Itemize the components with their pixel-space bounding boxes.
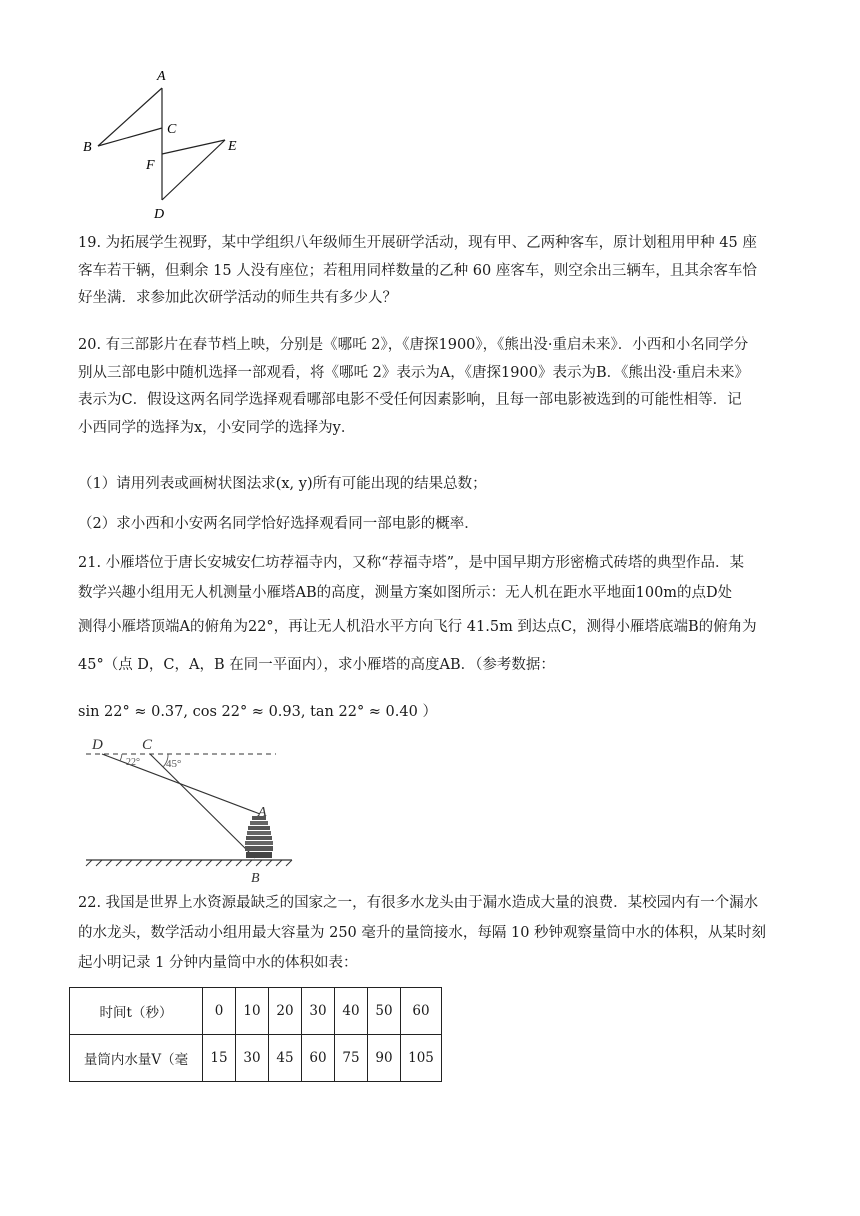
table-cell: 10	[236, 988, 269, 1035]
q21-line-2: 数学兴趣小组用无人机测量小雁塔AB的高度，测量方案如图所示：无人机在距水平地面100m的点D处	[78, 585, 733, 601]
table-cell: 75	[335, 1035, 368, 1082]
table-cell: 30	[236, 1035, 269, 1082]
label-B: B	[83, 140, 92, 155]
label-C: C	[142, 737, 153, 753]
table-cell: 60	[401, 988, 442, 1035]
table-cell: 105	[401, 1035, 442, 1082]
q21-reference-data: sin 22° ≈ 0.37, cos 22° ≈ 0.93, tan 22° ≈ 0.40 ）	[78, 704, 437, 720]
q22-line-3: 起小明记录 1 分钟内量筒中水的体积如表：	[78, 955, 358, 971]
q19-line-2: 客车若干辆，但剩余 15 人没有座位；若租用同样数量的乙种 60 座客车，则空余出三辆车，且其余客车恰	[78, 262, 757, 279]
q20-line-1: 20. 有三部影片在春节档上映，分别是《哪吒 2》，《唐探1900》，《熊出没·重启未来》．小西和小名同学分	[78, 337, 749, 353]
question-20	[78, 332, 784, 442]
question-22	[78, 888, 784, 978]
angle-22-label: 22°	[126, 757, 140, 768]
angle-45-label: 45°	[166, 758, 182, 770]
table-cell: 45	[269, 1035, 302, 1082]
q19-line-1: 19. 为拓展学生视野，某中学组织八年级师生开展研学活动，现有甲、乙两种客车，原计划租用甲种 45 座	[78, 235, 757, 251]
q20-line-2: 别从三部电影中随机选择一部观看，将《哪吒 2》表示为A，《唐探1900》表示为B．《熊出没·重启未来》	[78, 364, 749, 381]
label-B: B	[251, 871, 260, 886]
table-cell: 40	[335, 988, 368, 1035]
table-row-time	[70, 988, 442, 1035]
q22-line-1: 22. 我国是世界上水资源最缺乏的国家之一，有很多水龙头由于漏水造成大量的浪费．某校园内有一个漏水	[78, 895, 759, 911]
label-A: A	[157, 69, 166, 84]
question-21	[78, 548, 784, 680]
table-cell: 15	[203, 1035, 236, 1082]
label-F: F	[146, 158, 155, 173]
label-C: C	[167, 122, 177, 137]
table-cell: 20	[269, 988, 302, 1035]
q22-line-2: 的水龙头，数学活动小组用最大容量为 250 毫升的量筒接水，每隔 10 秒钟观察量筒中水的体积，从某时刻	[78, 925, 767, 941]
label-D: D	[154, 207, 165, 222]
question-19	[78, 230, 784, 313]
table-cell: 60	[302, 1035, 335, 1082]
label-E: E	[228, 139, 237, 154]
q21-line-1: 21. 小雁塔位于唐长安城安仁坊荐福寺内，又称“荐福寺塔”，是中国早期方形密檐式砖塔的典型作品．某	[78, 555, 744, 571]
table-header-time: 时间t（秒）	[70, 988, 203, 1035]
table-cell: 90	[368, 1035, 401, 1082]
table-row-volume	[70, 1035, 442, 1082]
q20-part-1: （1）请用列表或画树状图法求(x, y)所有可能出现的结果总数；	[78, 476, 487, 492]
q21-line-3: 测得小雁塔顶端A的俯角为22°，再让无人机沿水平方向飞行 41.5m 到达点C，测得小雁塔底端B的俯角为	[78, 619, 757, 635]
q20-line-4: 小西同学的选择为x，小安同学的选择为y．	[78, 419, 356, 436]
q20-part-2: （2）求小西和小安两名同学恰好选择观看同一部电影的概率．	[78, 516, 479, 532]
q19-line-3: 好坐满．求参加此次研学活动的师生共有多少人？	[78, 290, 397, 306]
table-cell: 0	[203, 988, 236, 1035]
table-header-volume: 量筒内水量V（毫	[70, 1035, 203, 1082]
q20-line-3: 表示为C．假设这两名同学选择观看哪部电影不受任何因素影响，且每一部电影被选到的可能性相等．记	[78, 392, 742, 408]
geometry-figure-q21	[80, 730, 300, 890]
label-D: D	[92, 737, 103, 753]
q21-line-4: 45°（点 D，C，A，B 在同一平面内），求小雁塔的高度AB．（参考数据：	[78, 657, 555, 673]
label-A: A	[258, 805, 267, 820]
table-cell: 30	[302, 988, 335, 1035]
volume-table	[69, 987, 442, 1082]
geometry-figure-q18	[80, 62, 260, 222]
table-cell: 50	[368, 988, 401, 1035]
